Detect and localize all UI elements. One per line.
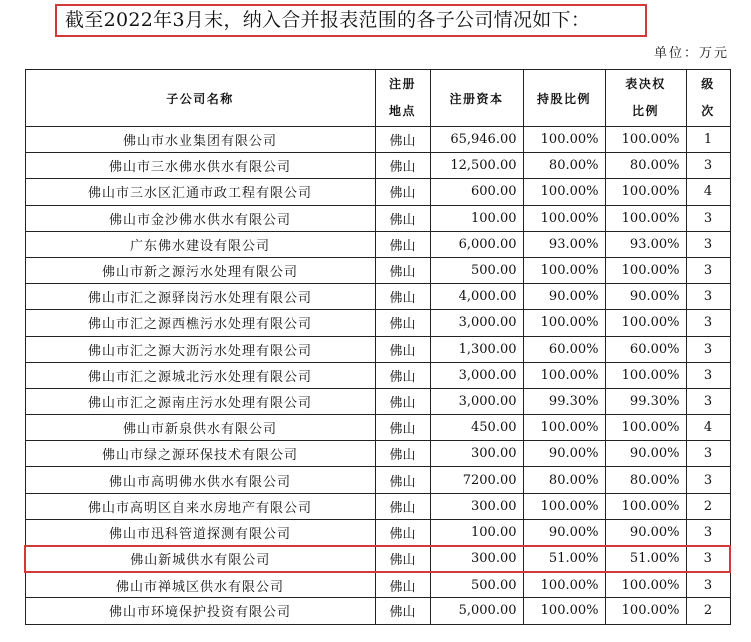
cell-level: 3: [686, 572, 730, 598]
cell-capital: 7200.00: [430, 467, 523, 493]
cell-capital: 300.00: [430, 493, 523, 519]
cell-location: 佛山: [375, 493, 430, 519]
cell-name: 佛山市金沙佛水供水有限公司: [25, 205, 375, 231]
unit-label: 单位：万元: [653, 46, 729, 61]
cell-share: 51.00%: [523, 546, 605, 572]
cell-capital: 5,000.00: [430, 598, 523, 624]
table-row: [25, 388, 730, 414]
cell-level: 2: [686, 598, 730, 624]
cell-level: 3: [686, 231, 730, 257]
cell-location: 佛山: [375, 572, 430, 598]
cell-name: 佛山市绿之源环保技术有限公司: [25, 441, 375, 467]
cell-name: 佛山市汇之源城北污水处理有限公司: [25, 362, 375, 388]
cell-vote: 100.00%: [605, 598, 686, 624]
cell-vote: 100.00%: [605, 415, 686, 441]
cell-vote: 60.00%: [605, 336, 686, 362]
table-row: [25, 231, 730, 257]
cell-location: 佛山: [375, 519, 430, 545]
cell-capital: 600.00: [430, 179, 523, 205]
cell-level: 3: [686, 388, 730, 414]
cell-location: 佛山: [375, 598, 430, 624]
cell-share: 100.00%: [523, 598, 605, 624]
cell-location: 佛山: [375, 362, 430, 388]
section-title: 截至2022年3月末，纳入合并报表范围的各子公司情况如下：: [55, 4, 647, 37]
cell-share: 100.00%: [523, 362, 605, 388]
cell-vote: 100.00%: [605, 572, 686, 598]
cell-capital: 12,500.00: [430, 153, 523, 179]
cell-capital: 500.00: [430, 257, 523, 283]
table-row: [25, 467, 730, 493]
cell-location: 佛山: [375, 284, 430, 310]
cell-level: 3: [686, 467, 730, 493]
cell-share: 100.00%: [523, 257, 605, 283]
header-location: 注册 地点: [375, 70, 430, 127]
cell-capital: 4,000.00: [430, 284, 523, 310]
cell-vote: 90.00%: [605, 284, 686, 310]
cell-vote: 99.30%: [605, 388, 686, 414]
table-row: [25, 284, 730, 310]
cell-capital: 450.00: [430, 415, 523, 441]
cell-name: 广东佛水建设有限公司: [25, 231, 375, 257]
cell-name: 佛山市高明区自来水房地产有限公司: [25, 493, 375, 519]
table-row: [25, 415, 730, 441]
cell-vote: 80.00%: [605, 467, 686, 493]
table-row: [25, 441, 730, 467]
cell-capital: 6,000.00: [430, 231, 523, 257]
cell-name: 佛山市禅城区供水有限公司: [25, 572, 375, 598]
cell-share: 100.00%: [523, 310, 605, 336]
cell-share: 100.00%: [523, 127, 605, 153]
cell-level: 3: [686, 284, 730, 310]
cell-name: 佛山市三水区汇通市政工程有限公司: [25, 179, 375, 205]
header-share: 持股比例: [523, 70, 605, 127]
subsidiaries-table: [24, 69, 731, 625]
cell-name: 佛山市汇之源大沥污水处理有限公司: [25, 336, 375, 362]
cell-capital: 3,000.00: [430, 362, 523, 388]
cell-share: 100.00%: [523, 205, 605, 231]
table-row: [25, 362, 730, 388]
cell-vote: 100.00%: [605, 179, 686, 205]
cell-name: 佛山市汇之源驿岗污水处理有限公司: [25, 284, 375, 310]
cell-name: 佛山市汇之源南庄污水处理有限公司: [25, 388, 375, 414]
cell-capital: 100.00: [430, 205, 523, 231]
cell-level: 3: [686, 362, 730, 388]
cell-vote: 90.00%: [605, 441, 686, 467]
cell-capital: 1,300.00: [430, 336, 523, 362]
cell-level: 3: [686, 205, 730, 231]
cell-capital: 3,000.00: [430, 310, 523, 336]
cell-name: 佛山市三水佛水供水有限公司: [25, 153, 375, 179]
cell-level: 3: [686, 441, 730, 467]
cell-location: 佛山: [375, 415, 430, 441]
cell-name: 佛山市环境保护投资有限公司: [25, 598, 375, 624]
cell-vote: 90.00%: [605, 519, 686, 545]
cell-share: 93.00%: [523, 231, 605, 257]
cell-share: 100.00%: [523, 572, 605, 598]
cell-share: 99.30%: [523, 388, 605, 414]
table-row: [25, 153, 730, 179]
cell-share: 80.00%: [523, 467, 605, 493]
table-header-row: [25, 70, 730, 127]
cell-vote: 100.00%: [605, 127, 686, 153]
cell-name: 佛山新城供水有限公司: [25, 546, 375, 572]
cell-vote: 93.00%: [605, 231, 686, 257]
cell-name: 佛山市新之源污水处理有限公司: [25, 257, 375, 283]
table-row: [25, 546, 730, 572]
cell-vote: 100.00%: [605, 310, 686, 336]
table-row: [25, 179, 730, 205]
cell-level: 4: [686, 415, 730, 441]
cell-location: 佛山: [375, 127, 430, 153]
cell-level: 3: [686, 153, 730, 179]
cell-name: 佛山市新泉供水有限公司: [25, 415, 375, 441]
cell-location: 佛山: [375, 257, 430, 283]
cell-location: 佛山: [375, 310, 430, 336]
cell-share: 90.00%: [523, 519, 605, 545]
header-name: 子公司名称: [25, 70, 375, 127]
cell-vote: 100.00%: [605, 493, 686, 519]
table-row: [25, 205, 730, 231]
cell-level: 3: [686, 519, 730, 545]
cell-share: 100.00%: [523, 415, 605, 441]
cell-name: 佛山市汇之源西樵污水处理有限公司: [25, 310, 375, 336]
cell-share: 100.00%: [523, 179, 605, 205]
cell-capital: 3,000.00: [430, 388, 523, 414]
cell-level: 3: [686, 336, 730, 362]
table-row: [25, 493, 730, 519]
cell-level: 1: [686, 127, 730, 153]
cell-level: 3: [686, 546, 730, 572]
cell-level: 2: [686, 493, 730, 519]
header-level: 级 次: [686, 70, 730, 127]
cell-level: 3: [686, 310, 730, 336]
cell-capital: 100.00: [430, 519, 523, 545]
cell-location: 佛山: [375, 336, 430, 362]
cell-location: 佛山: [375, 441, 430, 467]
cell-location: 佛山: [375, 388, 430, 414]
cell-level: 4: [686, 179, 730, 205]
cell-name: 佛山市水业集团有限公司: [25, 127, 375, 153]
cell-share: 60.00%: [523, 336, 605, 362]
cell-vote: 100.00%: [605, 205, 686, 231]
cell-capital: 300.00: [430, 546, 523, 572]
cell-name: 佛山市高明佛水供水有限公司: [25, 467, 375, 493]
cell-capital: 65,946.00: [430, 127, 523, 153]
table-row: [25, 127, 730, 153]
table-row: [25, 310, 730, 336]
cell-vote: 100.00%: [605, 362, 686, 388]
cell-vote: 80.00%: [605, 153, 686, 179]
header-capital: 注册资本: [430, 70, 523, 127]
table-row: [25, 257, 730, 283]
cell-share: 80.00%: [523, 153, 605, 179]
cell-vote: 51.00%: [605, 546, 686, 572]
cell-capital: 300.00: [430, 441, 523, 467]
header-vote: 表决权 比例: [605, 70, 686, 127]
cell-location: 佛山: [375, 546, 430, 572]
cell-location: 佛山: [375, 231, 430, 257]
table-row: [25, 519, 730, 545]
table-row: [25, 336, 730, 362]
cell-name: 佛山市迅科管道探测有限公司: [25, 519, 375, 545]
cell-location: 佛山: [375, 179, 430, 205]
cell-vote: 100.00%: [605, 257, 686, 283]
table-row: [25, 572, 730, 598]
cell-share: 90.00%: [523, 284, 605, 310]
cell-capital: 500.00: [430, 572, 523, 598]
cell-location: 佛山: [375, 153, 430, 179]
cell-level: 3: [686, 257, 730, 283]
table-row: [25, 598, 730, 624]
cell-share: 100.00%: [523, 493, 605, 519]
cell-location: 佛山: [375, 205, 430, 231]
cell-location: 佛山: [375, 467, 430, 493]
cell-share: 90.00%: [523, 441, 605, 467]
